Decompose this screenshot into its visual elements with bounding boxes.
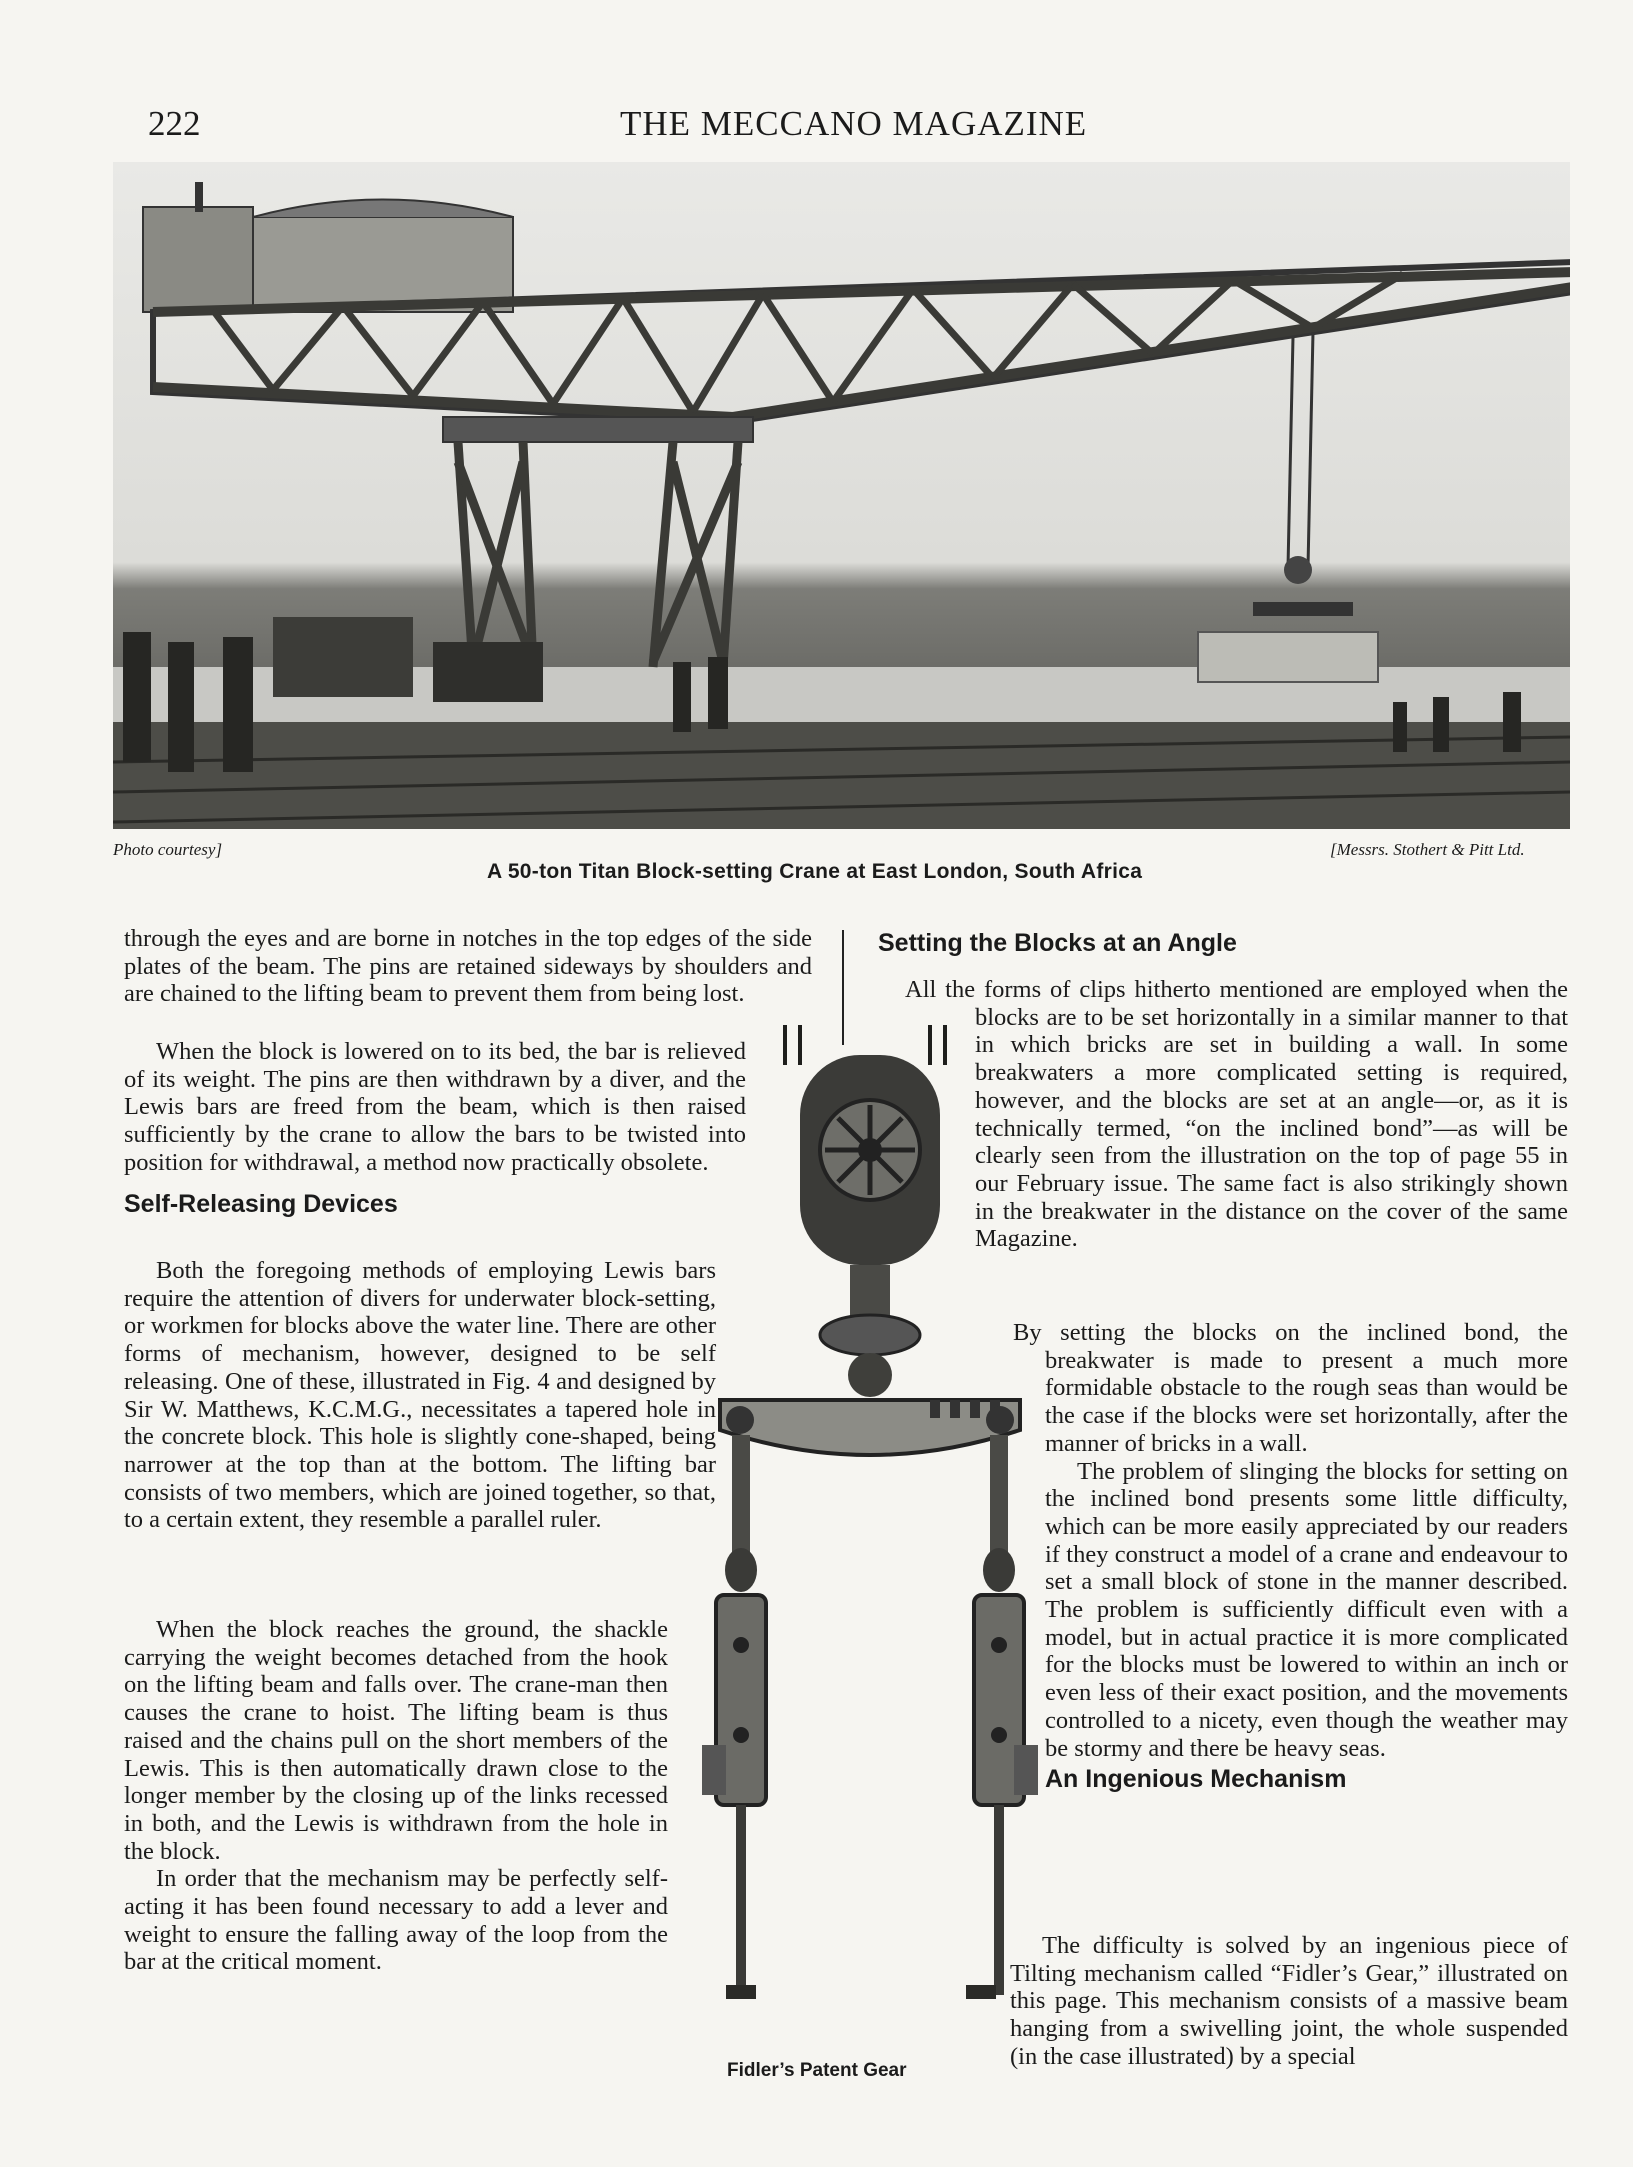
right-column-upper [905,976,1568,1253]
right-paragraph-4: The difficulty is solved by an ingenious piece of Tilting mechanism called “Fidler’s Gear,” illustrated on this page. This mechanism consists of a massive beam hanging from a swivelling joint, the whole suspended (in the case illustrated) by a special [1010,1932,1568,2070]
right-paragraph-3: The problem of slinging the blocks for setting on the inclined bond presents some little difficulty, which can be more easily appreciated by our readers if they construct a model of a crane and endeavour to set a small block of stone in the manner described. The problem is sufficiently difficult even with a model, but in actual practice it is more complicated for the blocks must be lowered to within an inch or even less of their exact position, and the movements controlled to a nicety, even though the weather may be stormy and there be heavy seas. [1045,1457,1568,1762]
left-paragraph-4: When the block reaches the ground, the shackle carrying the weight becomes detached from the hook on the lifting beam and falls over. The crane-man then causes the crane to hoist. The lifting beam is thus raised and the chains pull on the short members of the Lewis. This is then automatically drawn close to the longer member by the closing up of the links recessed in both, and the Lewis is withdrawn from the hole in the block. [124,1616,668,1865]
left-column-mid [124,1257,716,1534]
left-paragraph-3: Both the foregoing methods of employing Lewis bars require the attention of divers for underwater block-setting, or workmen for blocks above the water line. There are other forms of mechanism, however, designed to be self releasing. One of these, illustrated in Fig. 4 and designed by Sir W. Matthews, K.C.M.G., necessitates a tapered hole in the concrete block. This hole is slightly cone-shaped, being narrower at the top than at the bottom. The lifting bar consists of two members, which are joined together, so that, to a certain extent, they resemble a parallel ruler. [124,1257,716,1534]
heading-ingenious: An Ingenious Mechanism [1045,1765,1347,1794]
page-number: 222 [148,104,201,143]
left-column-upper [124,1038,746,1230]
right-column-top [878,930,1568,966]
right-column-mid [1013,1319,1568,1806]
right-column-lower [1010,1932,1568,2071]
heading-setting-blocks: Setting the Blocks at an Angle [878,929,1237,957]
right-paragraph-1: All the forms of clips hitherto mentioned are employed when the blocks are to be set horizontally in a similar manner to that in which bricks are set in building a wall. In some breakwaters a more complicated setting is required, however, and the blocks are set at an angle—or, as it is technically termed, “on the inclined bond”—as will be clearly seen from the illustration on the top of page 55 in our February issue. The same fact is also strikingly shown in the breakwater in the distance on the cover of the same Magazine. [905,976,1568,1253]
left-paragraph-5: In order that the mechanism may be perfectly self-acting it has been found necessary to add a lever and weight to ensure the falling away of the loop from the bar at the critical moment. [124,1865,668,1976]
left-paragraph-2: When the block is lowered on to its bed, the bar is relieved of its weight. The pins are then withdrawn by a diver, and the Lewis bars are freed from the beam, which is then raised sufficiently by the crane to allow the bars to be twisted into position for withdrawal, a method now practically obsolete. [124,1038,746,1176]
heading-self-releasing: Self-Releasing Devices [124,1189,398,1218]
magazine-title: THE MECCANO MAGAZINE [620,104,1088,143]
left-column-top [124,925,812,1008]
left-column-lower [124,1616,668,1976]
photo-caption: A 50-ton Titan Block-setting Crane at East London, South Africa [487,860,1143,883]
crane-photo [113,162,1570,829]
right-paragraph-2: By setting the blocks on the inclined bond, the breakwater is made to present a much more formidable obstacle to the rough seas than would be the case if the blocks were set horizontally, after the manner of bricks in a wall. [1013,1319,1568,1457]
photo-credit-left: Photo courtesy] [113,840,223,859]
gear-caption: Fidler’s Patent Gear [727,2060,907,2081]
photo-credit-right: [Messrs. Stothert & Pitt Ltd. [1330,840,1525,859]
left-paragraph-1: through the eyes and are borne in notches in the top edges of the side plates of the beam. The pins are retained sideways by shoulders and are chained to the lifting beam to prevent them from being lost. [124,925,812,1008]
